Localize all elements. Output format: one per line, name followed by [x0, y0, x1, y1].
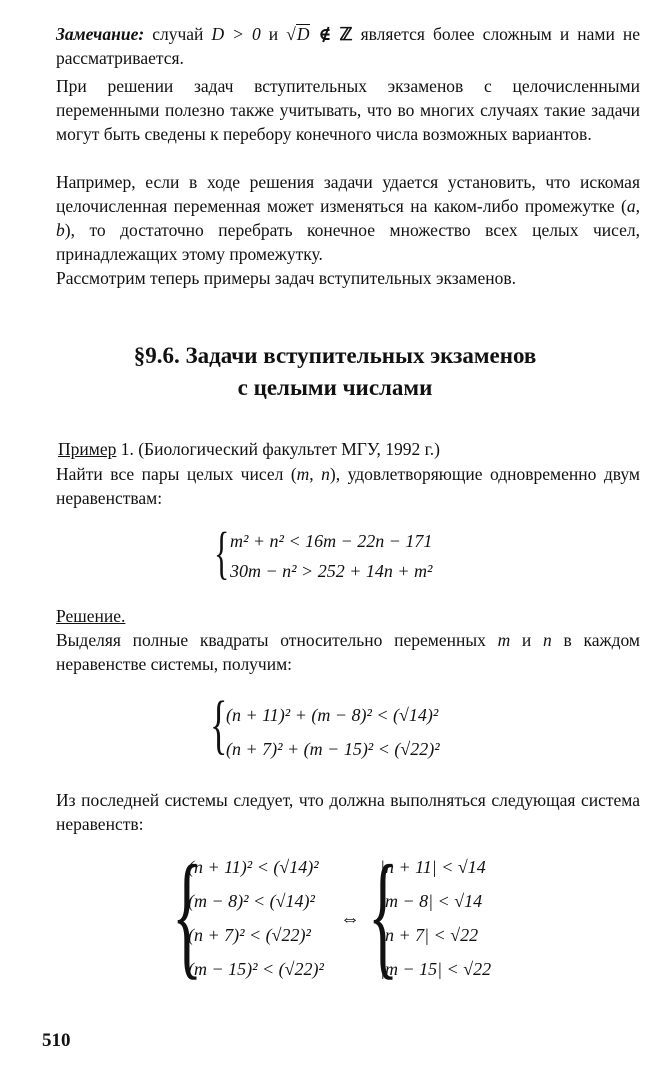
- example-task-text-a: Найти все пары целых чисел (: [56, 464, 297, 484]
- system-2-brace: {: [210, 688, 228, 761]
- system-3-left-line-2: (m − 8)² < (√14)²: [188, 891, 315, 911]
- solution-label-line: [56, 604, 640, 628]
- solution-and: и: [510, 630, 544, 650]
- system-3-right-line-4: |m − 15| < √22: [380, 959, 492, 979]
- paragraph-3: Рассмотрим теперь примеры задач вступительных экзаменов.: [56, 268, 516, 288]
- example-number: 1.: [116, 439, 134, 459]
- section-title-line-2: с целыми числами: [237, 375, 433, 400]
- paragraph-2: [56, 170, 640, 266]
- example-label: Пример: [58, 439, 117, 459]
- note-notin: ∉ ℤ: [310, 24, 353, 44]
- system-2-line-1: (n + 11)² + (m − 8)² < (√14)²: [226, 705, 439, 725]
- system-1-brace: {: [214, 520, 230, 585]
- equivalence-arrow: ⇔: [340, 908, 360, 930]
- note-sqrt-sign: √: [286, 24, 296, 44]
- paragraph-2-var-b: b: [56, 220, 65, 240]
- solution-text-a: Выделяя полные квадраты относительно переменных: [56, 630, 498, 650]
- system-3: [172, 837, 502, 1006]
- solution-var-m: m: [497, 630, 511, 650]
- solution-var-n: n: [543, 630, 552, 650]
- section-title-line-1: §9.6. Задачи вступительных экзаменов: [133, 343, 537, 368]
- note-paragraph: [56, 22, 640, 70]
- example-task: [56, 462, 640, 510]
- page-number: 510: [42, 1030, 71, 1051]
- example-source: (Биологический факультет МГУ, 1992 г.): [133, 439, 440, 459]
- system-3-left-brace: {: [172, 837, 203, 992]
- paragraph-2-var-a: a: [626, 196, 636, 216]
- note-label: Замечание:: [56, 24, 145, 44]
- example-task-text-b: ), удовлетворяющие одновременно двум неравенствам:: [56, 464, 640, 508]
- solution-label: Решение.: [56, 606, 126, 626]
- system-2-line-2: (n + 7)² + (m − 15)² < (√22)²: [226, 739, 440, 759]
- solution-text-b: в каждом неравенстве системы, получим:: [56, 630, 640, 674]
- note-text-before: случай: [144, 24, 212, 44]
- note-condition: D > 0: [211, 24, 261, 44]
- paragraph-1: При решении задач вступительных экзаменов с целочисленными переменными полезно также учитывать, что во многих случаях такие задачи могут быть сведены к перебору конечного числа возможных вариантов.: [56, 76, 640, 144]
- example-header: [58, 437, 642, 461]
- paragraph-2-text-a: Например, если в ходе решения задачи удается установить, что искомая целочисленная переменная может изменяться на каком-либо промежутке (: [56, 172, 640, 216]
- note-text-after: является более сложным и нами не рассматривается.: [56, 24, 640, 68]
- system-1-line-2: 30m − n² > 252 + 14n + m²: [230, 561, 433, 581]
- system-3-right-line-3: |n + 7| < √22: [380, 925, 479, 945]
- example-task-comma: ,: [309, 464, 322, 484]
- paragraph-2-comma: ,: [635, 196, 640, 216]
- example-task-var-m: m: [296, 464, 310, 484]
- system-1-line-1: m² + n² < 16m − 22n − 171: [230, 531, 433, 551]
- note-and: и: [260, 24, 287, 44]
- solution-text: [56, 628, 640, 676]
- system-3-right-brace: {: [368, 837, 399, 992]
- example-task-var-n: n: [321, 464, 330, 484]
- system-3-right-line-2: |m − 8| < √14: [380, 891, 483, 911]
- system-3-right-line-1: |n + 11| < √14: [380, 857, 486, 877]
- conclusion-paragraph: Из последней системы следует, что должна выполняться следующая система неравенств:: [56, 790, 640, 834]
- system-3-left-line-4: (m − 15)² < (√22)²: [188, 959, 324, 979]
- system-3-left-line-3: (n + 7)² < (√22)²: [188, 925, 311, 945]
- paragraph-2-text-b: ), то достаточно перебрать конечное множество всех целых чисел, принадлежащих этому промежутку.: [56, 220, 640, 264]
- note-sqrt-arg: D: [296, 24, 310, 44]
- system-3-left-line-1: (n + 11)² < (√14)²: [188, 857, 319, 877]
